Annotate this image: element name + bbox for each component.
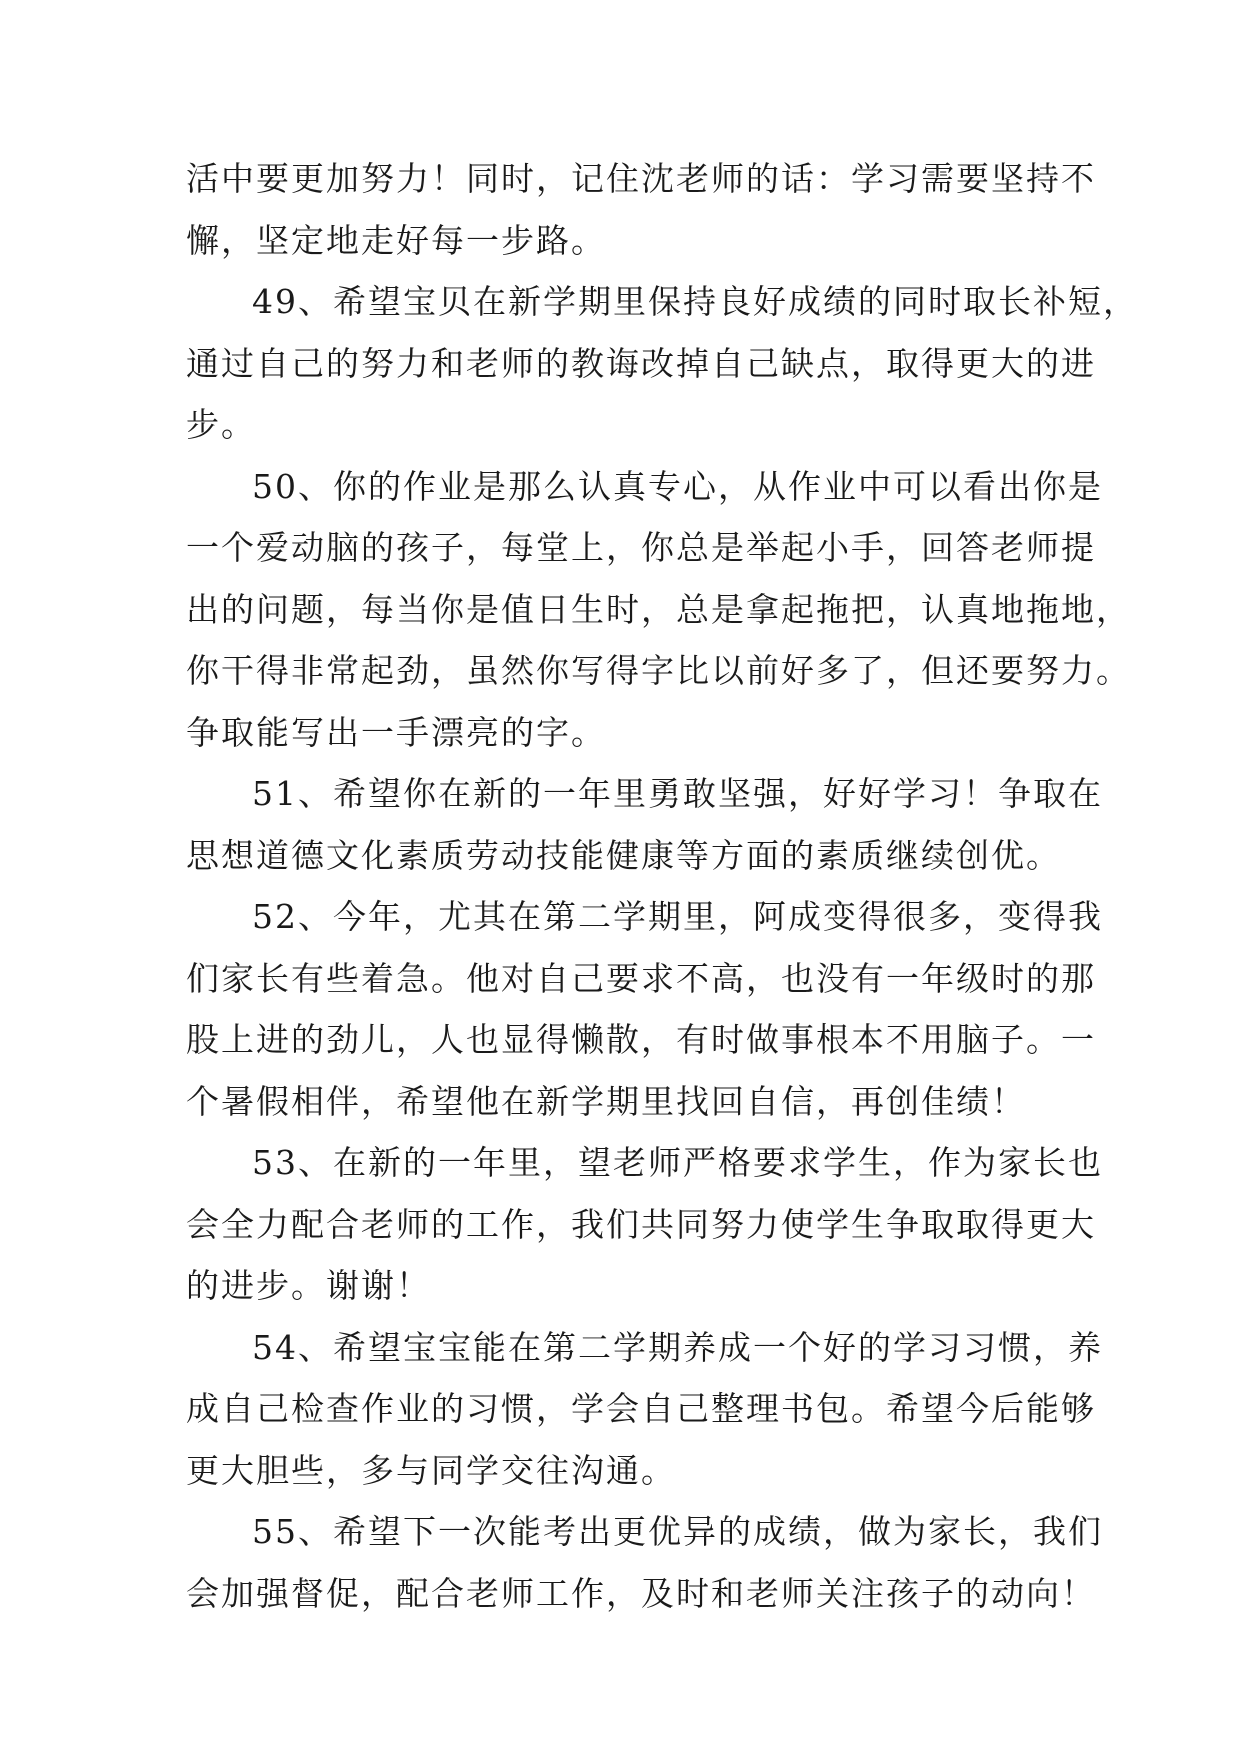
paragraph-49 [186, 271, 1138, 456]
text-line: 更大胆些，多与同学交往沟通。 [186, 1450, 676, 1490]
paragraph-52 [186, 886, 1103, 1132]
paragraph-51 [186, 763, 1103, 886]
text-line: 通过自己的努力和老师的教诲改掉自己缺点，取得更大的进 [186, 343, 1096, 383]
text-line: 懈，坚定地走好每一步路。 [186, 220, 606, 260]
text-line: 的进步。谢谢！ [186, 1266, 431, 1305]
text-line: 54、希望宝宝能在第二学期养成一个好的学习习惯，养 [252, 1327, 1103, 1367]
text-line: 步。 [186, 405, 256, 444]
text-line: 思想道德文化素质劳动技能健康等方面的素质继续创优。 [186, 835, 1061, 875]
text-line: 个暑假相伴，希望他在新学期里找回自信，再创佳绩！ [186, 1081, 1026, 1121]
text-line: 一个爱动脑的孩子，每堂上，你总是举起小手，回答老师提 [186, 528, 1096, 567]
text-line: 出的问题，每当你是值日生时，总是拿起拖把，认真地拖地， [186, 589, 1131, 629]
text-line: 争取能写出一手漂亮的字。 [186, 712, 606, 752]
paragraph-55 [186, 1501, 1103, 1624]
text-line: 成自己检查作业的习惯，学会自己整理书包。希望今后能够 [186, 1389, 1096, 1428]
text-line: 52、今年，尤其在第二学期里，阿成变得很多，变得我 [252, 897, 1103, 936]
paragraph-50 [186, 456, 1131, 764]
text-line: 你干得非常起劲，虽然你写得字比以前好多了，但还要努力。 [186, 651, 1131, 690]
text-line: 会全力配合老师的工作，我们共同努力使学生争取取得更大 [186, 1204, 1096, 1244]
text-line: 53、在新的一年里，望老师严格要求学生，作为家长也 [252, 1143, 1103, 1182]
text-line: 们家长有些着急。他对自己要求不高，也没有一年级时的那 [186, 958, 1096, 998]
text-line: 50、你的作业是那么认真专心，从作业中可以看出你是 [252, 466, 1103, 506]
text-line: 55、希望下一次能考出更优异的成绩，做为家长，我们 [252, 1512, 1103, 1551]
text-line: 49、希望宝贝在新学期里保持良好成绩的同时取长补短， [252, 282, 1138, 321]
paragraph-48-continuation [186, 148, 1096, 271]
paragraph-53 [186, 1132, 1103, 1317]
text-line: 51、希望你在新的一年里勇敢坚强，好好学习！争取在 [252, 774, 1103, 813]
text-line: 活中要更加努力！同时，记住沈老师的话：学习需要坚持不 [186, 159, 1096, 198]
paragraph-54 [186, 1317, 1103, 1502]
document-body [186, 148, 1138, 1624]
text-line: 股上进的劲儿，人也显得懒散，有时做事根本不用脑子。一 [186, 1020, 1096, 1059]
text-line: 会加强督促，配合老师工作，及时和老师关注孩子的动向！ [186, 1573, 1096, 1613]
